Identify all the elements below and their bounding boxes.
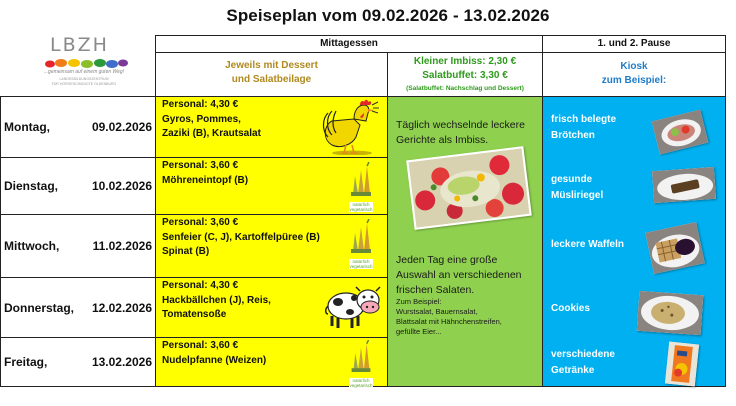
kiosk-item-line-1: verschiedene <box>551 349 615 360</box>
day-date: 13.02.2026 <box>91 355 152 369</box>
vegetable-illustration-icon <box>349 340 373 372</box>
meal-line-2: Tomatensoße <box>162 309 227 320</box>
meal-price: Personal: 4,30 € <box>162 280 239 291</box>
header-dessert <box>155 52 388 97</box>
header-pause: 1. und 2. Pause <box>542 35 726 53</box>
meal-price: Personal: 3,60 € <box>162 217 239 228</box>
header-imbiss <box>387 52 543 97</box>
meal-price: Personal: 3,60 € <box>162 160 239 171</box>
vegetarian-label-2: vegetarisch <box>349 206 373 212</box>
meal-price: Personal: 4,30 € <box>162 99 239 110</box>
kiosk-title: Kiosk <box>620 61 648 72</box>
salad-text-line-3: frischen Salaten. <box>396 284 475 296</box>
salad-text-line-1: Jeden Tag eine große <box>396 254 498 266</box>
meal-line-1: Möhreneintopf (B) <box>162 174 249 186</box>
rooster-icon <box>318 99 380 155</box>
drink-photo <box>665 342 699 387</box>
day-name: Mittwoch, <box>4 239 60 253</box>
meal-line-1: Senfeier (C, J), Kartoffelpüree (B) <box>162 231 320 243</box>
day-name: Donnerstag, <box>4 300 75 315</box>
meal-price: Personal: 3,60 € <box>162 340 239 351</box>
salad-examples <box>396 297 502 337</box>
day-row-donnerstag <box>0 278 156 338</box>
logo-tagline: ...gemeinsam auf einem guten Weg! <box>43 69 125 75</box>
day-row-freitag <box>0 338 156 387</box>
vegetarian-label <box>349 378 373 388</box>
kiosk-item-waffeln <box>551 237 624 253</box>
day-row-mittwoch <box>0 215 156 278</box>
kiosk-item-line-2: Brötchen <box>551 130 595 141</box>
meal-line-1: Gyros, Pommes, <box>162 113 241 125</box>
kiosk-item-cookies <box>551 301 590 317</box>
imbiss-price: Kleiner Imbiss: 2,30 € <box>413 56 517 67</box>
imbiss-text-line-2: Gerichte als Imbiss. <box>396 134 489 146</box>
meal-montag <box>155 96 388 158</box>
kiosk-item-line-1: gesunde <box>551 174 593 185</box>
kiosk-item-line-1: leckere Waffeln <box>551 239 624 250</box>
cookie-image-icon <box>637 291 704 335</box>
kiosk-item-line-1: frisch belegte <box>551 114 617 125</box>
day-row-montag <box>0 96 156 158</box>
muesli-bar-image-icon <box>652 167 716 203</box>
vegetarian-label-1: natürlich <box>352 258 370 264</box>
logo-subtitle-2: FÜR HÖRGESCHÄDIGTE OLDENBURG <box>51 82 117 86</box>
salatbuffet-note: (Salatbuffet: Nachschlag und Dessert) <box>406 85 524 92</box>
examples-line-1: Wurstsalat, Bauernsalat, <box>396 307 478 316</box>
vegetarian-icon <box>349 219 373 267</box>
kiosk-item-line-2: Getränke <box>551 365 595 376</box>
vegetarian-label-1: natürlich <box>352 377 370 383</box>
kiosk-item-muesliriegel <box>551 172 603 204</box>
imbiss-text-line-1: Täglich wechselnde leckere <box>396 119 525 131</box>
vegetarian-icon <box>349 162 373 210</box>
salad-image-icon <box>408 148 529 227</box>
kiosk-item-getraenke <box>551 347 615 379</box>
vegetarian-label <box>349 259 373 269</box>
cookie-photo <box>637 291 704 335</box>
day-name: Dienstag, <box>4 179 59 193</box>
header-mittagessen: Mittagessen <box>155 35 543 53</box>
vegetarian-label-2: vegetarisch <box>349 263 373 269</box>
examples-title: Zum Beispiel: <box>396 297 442 306</box>
waffle-image-icon <box>645 222 705 274</box>
kiosk-subtitle: zum Beispiel: <box>601 75 667 86</box>
vegetarian-label-2: vegetarisch <box>349 382 373 388</box>
kiosk-item-line-1: Cookies <box>551 303 590 314</box>
vegetarian-label <box>349 202 373 212</box>
meal-line-1: Hackbällchen (J), Reis, <box>162 294 271 306</box>
day-date: 12.02.2026 <box>91 300 152 315</box>
cow-icon <box>324 284 382 330</box>
kiosk-item-line-2: Müsliriegel <box>551 190 604 201</box>
vegetarian-label-1: natürlich <box>352 201 370 207</box>
day-row-dienstag <box>0 158 156 215</box>
sandwich-photo <box>652 109 709 154</box>
kiosk-column <box>542 96 726 387</box>
page-title: Speiseplan vom 09.02.2026 - 13.02.2026 <box>226 6 550 25</box>
vegetable-illustration-icon <box>349 219 373 253</box>
kiosk-item-broetchen <box>551 112 616 144</box>
muesli-bar-photo <box>652 167 716 203</box>
salad-description <box>396 253 522 298</box>
header-kiosk <box>542 52 726 97</box>
salad-text-line-2: Auswahl an verschiedenen <box>396 269 522 281</box>
meal-donnerstag <box>155 278 388 338</box>
meal-freitag <box>155 338 388 387</box>
dessert-line-2: und Salatbeilage <box>231 74 312 85</box>
drink-carton-icon <box>665 342 699 387</box>
meal-line-2: Zaziki (B), Krautsalat <box>162 128 261 139</box>
day-date: 10.02.2026 <box>91 179 152 193</box>
vegetable-illustration-icon <box>349 162 373 196</box>
vegetarian-icon <box>349 340 373 386</box>
examples-line-3: gefüllte Eier... <box>396 327 442 336</box>
meal-mittwoch <box>155 215 388 278</box>
imbiss-column <box>387 96 543 387</box>
waffle-photo <box>645 222 705 274</box>
logo-text: LBZH <box>50 34 109 56</box>
meal-line-1: Nudelpfanne (Weizen) <box>162 354 267 366</box>
salatbuffet-price: Salatbuffet: 3,30 € <box>422 70 508 81</box>
logo-subtitle-1: LANDESBILDUNGSZENTRUM <box>59 77 109 81</box>
meal-line-2: Spinat (B) <box>162 246 210 257</box>
day-name: Freitag, <box>4 355 48 369</box>
examples-line-2: Blattsalat mit Hähnchenstreifen, <box>396 317 502 326</box>
day-name: Montag, <box>4 120 50 134</box>
imbiss-description <box>396 118 525 148</box>
salad-photo <box>406 146 532 230</box>
day-date: 09.02.2026 <box>91 120 152 134</box>
meal-dienstag <box>155 158 388 215</box>
lbzh-logo <box>26 34 142 92</box>
paint-splash-icon <box>44 58 128 68</box>
sandwich-image-icon <box>652 109 709 154</box>
dessert-line-1: Jeweils mit Dessert <box>225 60 318 71</box>
day-date: 11.02.2026 <box>92 239 152 253</box>
